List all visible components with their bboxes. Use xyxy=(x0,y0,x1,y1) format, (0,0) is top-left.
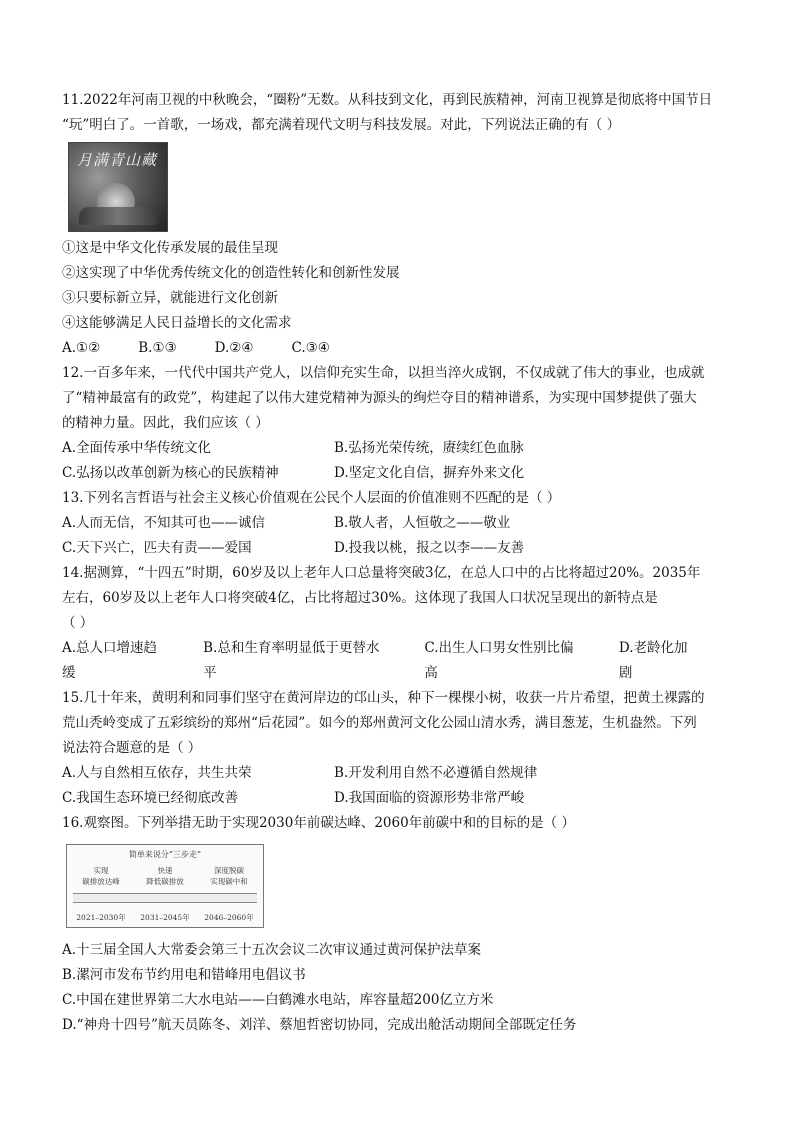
q15-option-d[interactable]: D.我国面临的资源形势非常严峻 xyxy=(334,790,525,806)
step-2-bottom: 降低碳排放 xyxy=(146,877,184,886)
diagram-step-3 xyxy=(199,865,259,887)
diagram-title: 简单来说分“三步走” xyxy=(128,850,202,859)
exam-page xyxy=(62,88,734,1038)
step-3-bottom: 实现碳中和 xyxy=(210,877,248,886)
q16-stem: 16.观察图。下列举措无助于实现2030年前碳达峰、2060年前碳中和的目标的是（ ） xyxy=(62,815,575,831)
q11-item-2: ②这实现了中华优秀传统文化的创造性转化和创新性发展 xyxy=(62,265,400,281)
question-14 xyxy=(62,561,734,686)
question-13 xyxy=(62,486,734,561)
q14-stem-line3: （ ） xyxy=(62,615,94,631)
q14-option-d[interactable]: D.老龄化加剧 xyxy=(618,640,688,681)
q11-item-1: ①这是中华文化传承发展的最佳呈现 xyxy=(62,240,278,256)
q12-option-d[interactable]: D.坚定文化自信，摒弃外来文化 xyxy=(334,465,525,481)
diagram-step-2 xyxy=(135,865,195,887)
q13-stem: 13.下列名言哲语与社会主义核心价值观在公民个人层面的价值准则不匹配的是（ ） xyxy=(62,490,561,506)
q12-stem-line3: 的精神力量。因此，我们应该（ ） xyxy=(62,415,269,431)
q13-option-c[interactable]: C.天下兴亡，匹夫有责——爱国 xyxy=(62,540,252,556)
q15-option-c[interactable]: C.我国生态环境已经彻底改善 xyxy=(62,790,239,806)
q16-option-a[interactable]: A.十三届全国人大常委会第三十五次会议二次审议通过黄河保护法草案 xyxy=(62,942,482,958)
question-11 xyxy=(62,88,734,361)
q12-option-a[interactable]: A.全面传承中华传统文化 xyxy=(62,440,212,456)
q12-options-row2 xyxy=(62,461,734,486)
question-12 xyxy=(62,361,734,486)
q11-item-3: ③只要标新立异，就能进行文化创新 xyxy=(62,290,278,306)
question-16 xyxy=(62,811,734,1038)
q11-options xyxy=(62,336,734,361)
q11-stem-line1: 11.2022年河南卫视的中秋晚会，“圈粉”无数。从科技到文化，再到民族精神，河南卫视算是彻底将中国节日 xyxy=(62,92,713,108)
step-1-years: 2021–2030年 xyxy=(76,913,126,922)
q11-stem-line2: “玩”明白了。一首歌，一场戏，都充满着现代文明与科技发展。对此，下列说法正确的有（ ） xyxy=(62,117,621,133)
q14-option-a[interactable]: A.总人口增速趋缓 xyxy=(62,640,158,681)
q12-stem-line1: 12.一百多年来，一代代中国共产党人，以信仰充实生命，以担当淬火成钢，不仅成就了伟大的事业，也成就 xyxy=(62,365,705,381)
q11-option-d[interactable]: D.②④ xyxy=(214,340,254,356)
step-3-years: 2046–2060年 xyxy=(204,913,254,922)
q16-option-c[interactable]: C.中国在建世界第二大水电站——白鹤滩水电站，库容量超200亿立方米 xyxy=(62,992,494,1008)
q12-option-b[interactable]: B.弘扬光荣传统，赓续红色血脉 xyxy=(334,440,524,456)
q12-stem-line2: 了“精神最富有的政党”，构建起了以伟大建党精神为源头的绚烂夺目的精神谱系，为实现中国梦提供了强大 xyxy=(62,390,697,406)
step-1-bottom: 碳排放达峰 xyxy=(82,877,120,886)
q12-options-row1 xyxy=(62,436,734,461)
diagram-step-1 xyxy=(71,865,131,887)
step-3-top: 深度脱碳 xyxy=(214,866,244,875)
q11-option-c[interactable]: C.③④ xyxy=(291,340,330,356)
three-step-diagram xyxy=(66,844,264,928)
q13-option-d[interactable]: D.投我以桃，报之以李——友善 xyxy=(334,540,525,556)
step-2-top: 快速 xyxy=(157,866,173,875)
q14-stem-line1: 14.据测算，“十四五”时期，60岁及以上老年人口总量将突破3亿，在总人口中的占比将超过20%。2035年 xyxy=(62,565,701,581)
q15-options-row1 xyxy=(62,761,734,786)
q15-stem-line2: 荒山秃岭变成了五彩缤纷的郑州“后花园”。如今的郑州黄河文化公园山清水秀，满目葱茏，生机盎然。下列 xyxy=(62,715,697,731)
image-caption: 月满青山藏 xyxy=(77,151,158,169)
q16-option-b[interactable]: B.漯河市发布节约用电和错峰用电倡议书 xyxy=(62,967,306,983)
q14-option-b[interactable]: B.总和生育率明显低于更替水平 xyxy=(203,640,380,681)
step-1-top: 实现 xyxy=(93,866,109,875)
q15-stem-line3: 说法符合题意的是（ ） xyxy=(62,740,202,756)
timeline-bar xyxy=(73,893,257,903)
q13-option-b[interactable]: B.敬人者，人恒敬之——敬业 xyxy=(334,515,511,531)
q11-option-a[interactable]: A.①② xyxy=(62,340,101,356)
mid-autumn-gala-image xyxy=(68,142,168,232)
q14-stem-line2: 左右，60岁及以上老年人口将突破4亿，占比将超过30%。这体现了我国人口状况呈现出的新特点是 xyxy=(62,590,658,606)
q15-option-a[interactable]: A.人与自然相互依存，共生共荣 xyxy=(62,765,252,781)
q15-stem-line1: 15.几十年来，黄明利和同事们坚守在黄河岸边的邙山头，种下一棵棵小树，收获一片片希望，把黄土裸露的 xyxy=(62,690,705,706)
q13-option-a[interactable]: A.人而无信，不知其可也——诚信 xyxy=(62,515,266,531)
q15-option-b[interactable]: B.开发利用自然不必遵循自然规律 xyxy=(334,765,538,781)
question-15 xyxy=(62,686,734,811)
q16-option-d[interactable]: D.“神舟十四号”航天员陈冬、刘洋、蔡旭哲密切协同，完成出舱活动期间全部既定任务 xyxy=(62,1017,577,1033)
q11-option-b[interactable]: B.①③ xyxy=(138,340,177,356)
q12-option-c[interactable]: C.弘扬以改革创新为核心的民族精神 xyxy=(62,465,279,481)
q15-options-row2 xyxy=(62,786,734,811)
q13-options-row1 xyxy=(62,511,734,536)
q13-options-row2 xyxy=(62,536,734,561)
step-2-years: 2031–2045年 xyxy=(140,913,190,922)
q14-option-c[interactable]: C.出生人口男女性别比偏高 xyxy=(424,640,574,681)
performer-figure xyxy=(79,207,157,225)
q14-options xyxy=(62,636,734,686)
q11-item-4: ④这能够满足人民日益增长的文化需求 xyxy=(62,315,292,331)
